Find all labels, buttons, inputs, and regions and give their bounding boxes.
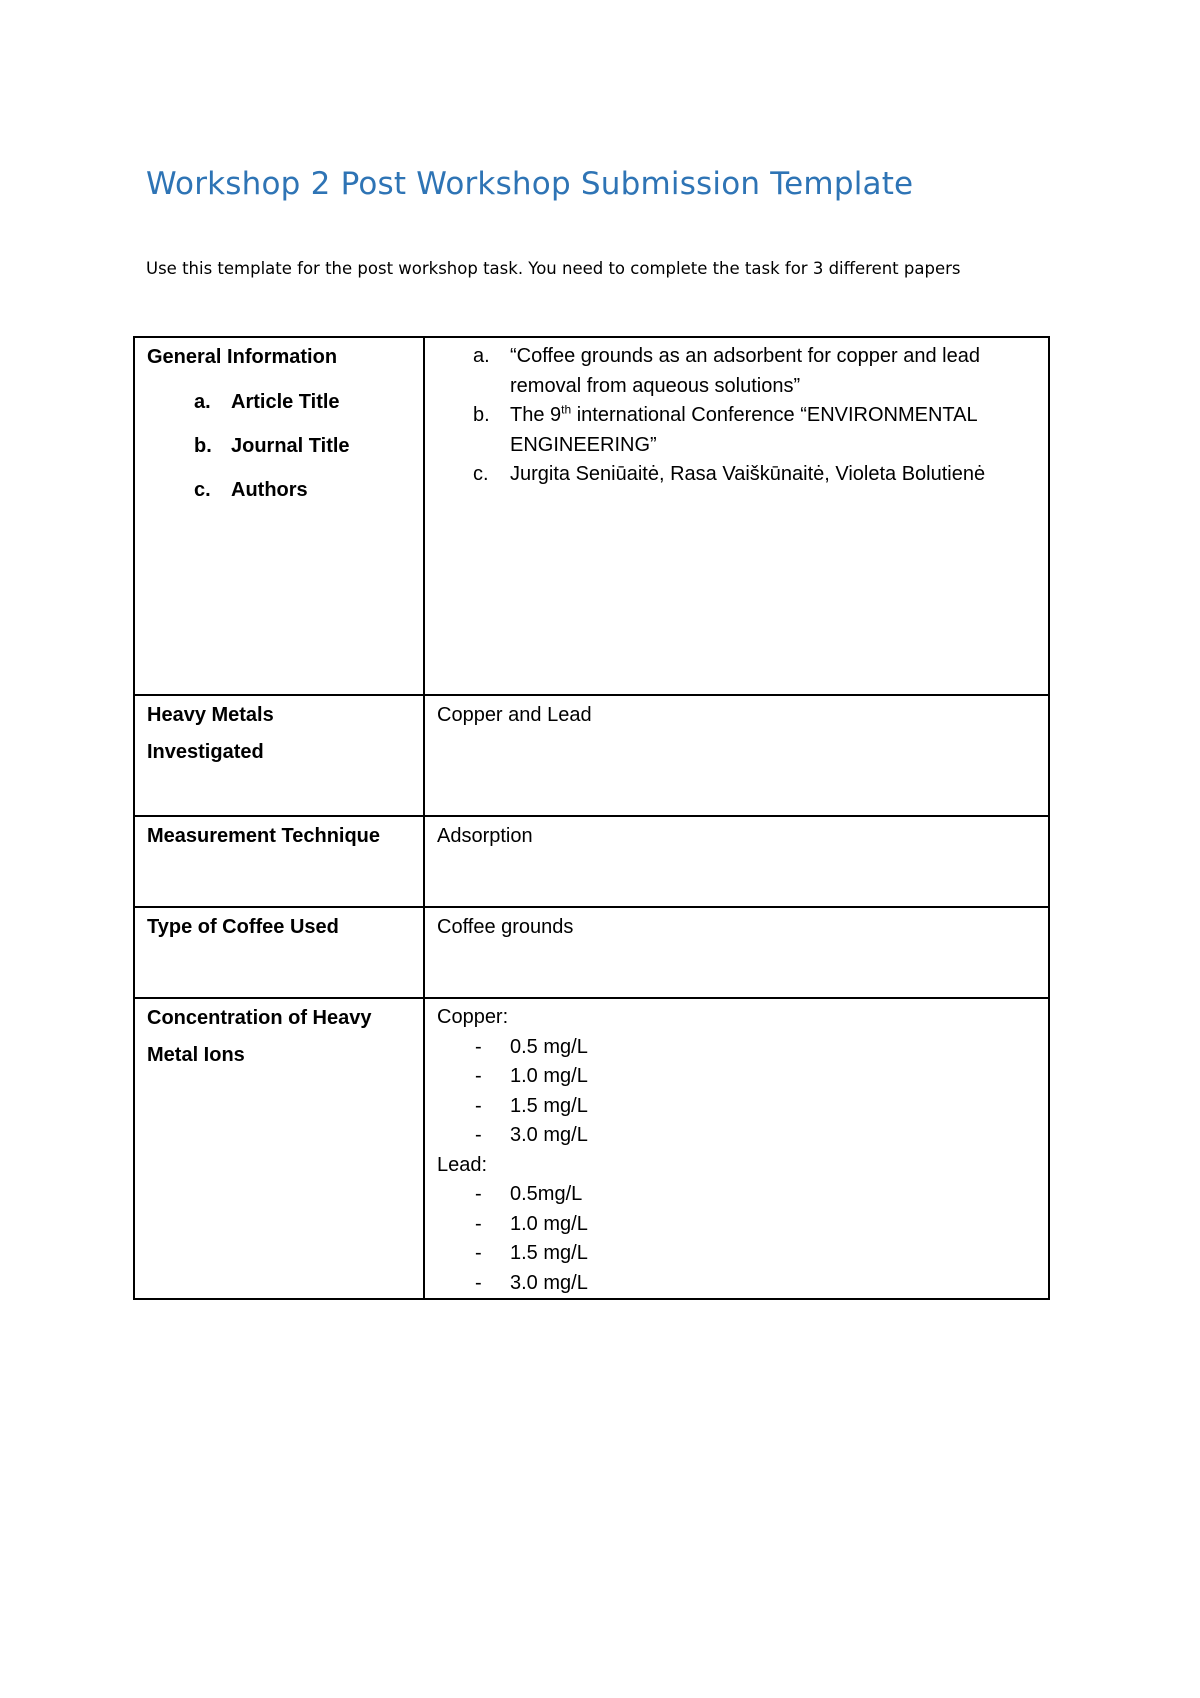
list-item: b. The 9th international Conference “ENVIRONMENTAL ENGINEERING”: [473, 402, 977, 456]
intro-text: Use this template for the post workshop task. You need to complete the task for 3 different papers: [146, 259, 961, 278]
article-title-value: “Coffee grounds as an adsorbent for copper and lead removal from aqueous solutions”: [510, 345, 980, 397]
list-item: a. “Coffee grounds as an adsorbent for copper and lead removal from aqueous solutions”: [473, 345, 980, 397]
list-item: - 3.0 mg/L: [475, 1124, 588, 1146]
general-information-label: General Information: [147, 346, 338, 368]
authors-label: Authors: [231, 479, 308, 501]
submission-table: [133, 336, 1050, 1300]
list-item: - 1.0 mg/L: [475, 1065, 588, 1087]
coffee-type-label: Type of Coffee Used: [134, 907, 424, 998]
general-information-value-cell: [424, 337, 1049, 695]
table-row-measurement-technique: [134, 816, 1049, 907]
coffee-type-value: Coffee grounds: [424, 907, 1049, 998]
table-row-general-information: [134, 337, 1049, 695]
list-item: - 0.5 mg/L: [475, 1035, 588, 1058]
list-item: - 0.5mg/L: [475, 1183, 583, 1205]
article-title-label: Article Title: [231, 391, 340, 413]
measurement-technique-value: Adsorption: [424, 816, 1049, 907]
table-row-coffee-type: [134, 907, 1049, 998]
table-row-heavy-metals: [134, 695, 1049, 816]
copper-values-list: [437, 1033, 1036, 1151]
lead-heading: Lead:: [437, 1153, 488, 1176]
list-item: c. Jurgita Seniūaitė, Rasa Vaiškūnaitė, Violeta Bolutienė: [473, 463, 986, 485]
page-title: Workshop 2 Post Workshop Submission Template: [146, 166, 914, 202]
list-item: b. Journal Title: [194, 435, 350, 457]
copper-heading: Copper:: [437, 1006, 509, 1028]
heavy-metals-value: Copper and Lead: [424, 695, 1049, 816]
measurement-technique-label: Measurement Technique: [134, 816, 424, 907]
heavy-metals-label: Heavy Metals Investigated: [134, 695, 424, 816]
table-row-concentration: [134, 998, 1049, 1299]
lead-values-list: [437, 1180, 1036, 1298]
general-information-label-cell: [134, 337, 424, 695]
authors-value: Jurgita Seniūaitė, Rasa Vaiškūnaitė, Violeta Bolutienė: [510, 463, 986, 485]
journal-title-value: The 9th international Conference “ENVIRONMENTAL ENGINEERING”: [510, 402, 977, 456]
list-item: - 3.0 mg/L: [475, 1271, 588, 1294]
list-item: c. Authors: [194, 479, 308, 501]
list-item: - 1.5 mg/L: [475, 1094, 588, 1117]
general-information-values: [437, 342, 1036, 490]
list-item: - 1.5 mg/L: [475, 1242, 588, 1264]
general-information-sub-labels: [147, 380, 411, 512]
list-item: - 1.0 mg/L: [475, 1212, 588, 1235]
concentration-value-cell: [424, 998, 1049, 1299]
list-item: a. Article Title: [194, 391, 340, 413]
journal-title-label: Journal Title: [231, 435, 350, 457]
concentration-label: Concentration of Heavy Metal Ions: [134, 998, 424, 1299]
